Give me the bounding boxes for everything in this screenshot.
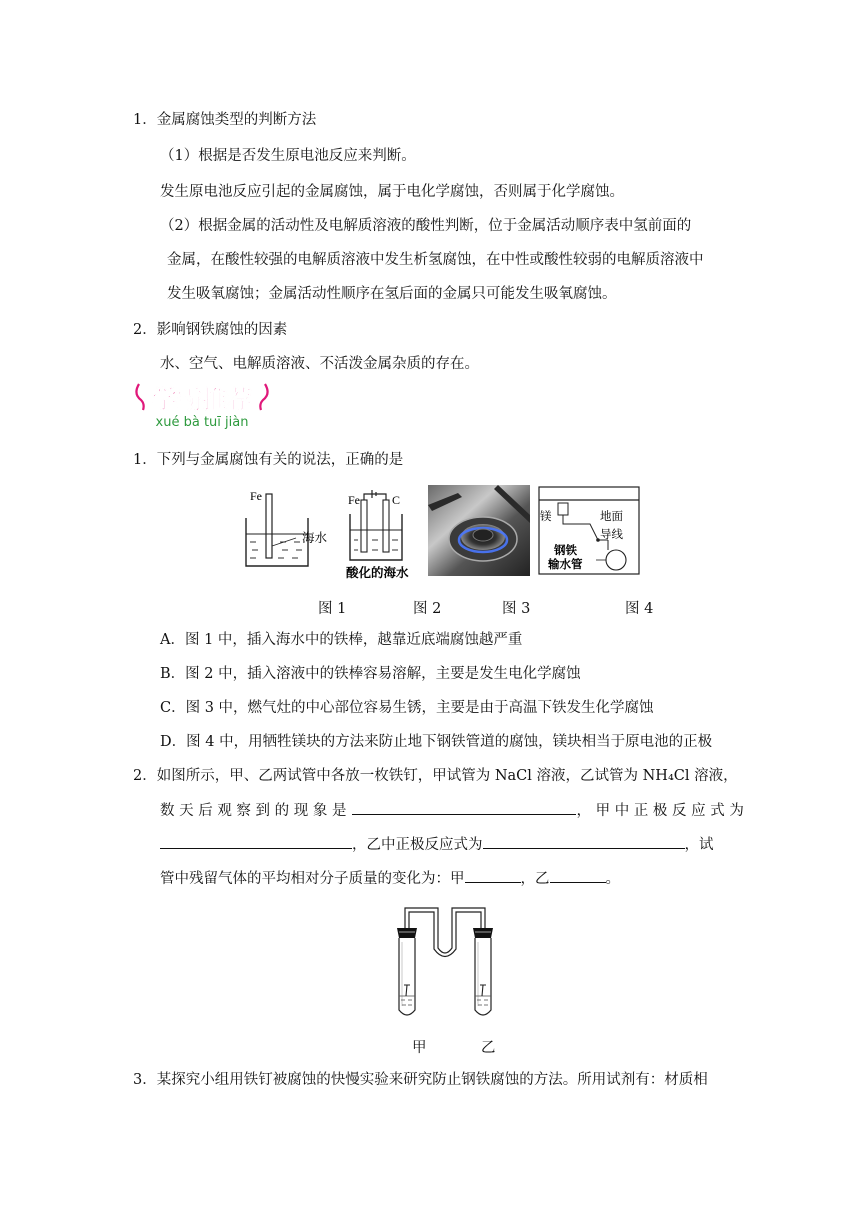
paragraph: 发生原电池反应引起的金属腐蚀，属于电化学腐蚀，否则属于化学腐蚀。 [160,184,624,200]
tube-label-yi: 乙 [481,1040,496,1056]
svg-text:Fe: Fe [348,493,360,507]
paragraph: 水、空气、电解质溶液、不活泼金属杂质的存在。 [160,356,479,372]
svg-text:xué bà tuī jiàn: xué bà tuī jiàn [155,415,249,430]
section-heading: 1．金属腐蚀类型的判断方法 [133,112,317,128]
svg-text:酸化的海水: 酸化的海水 [346,565,409,580]
figure-3-gas-stove-photo [428,485,530,576]
svg-text:输水管: 输水管 [548,557,583,571]
figure-3-caption: 图 3 [502,601,531,617]
paragraph: 金属，在酸性较强的电解质溶液中发生析氢腐蚀，在中性或酸性较弱的电解质溶液中 [167,252,704,268]
figure-test-tubes [388,896,500,1024]
figure-4-sacrificial-anode [538,486,640,576]
tube-label-jia: 甲 [412,1040,427,1056]
paragraph: （2）根据金属的活动性及电解质溶液的酸性判断，位于金属活动顺序表中氢前面的 [160,218,692,234]
option-a: A．图 1 中，插入海水中的铁棒，越靠近底端腐蚀越严重 [160,632,523,648]
question-line: 管中残留气体的平均相对分子质量的变化为：甲 ，乙 。 [160,868,620,889]
option-c: C．图 3 中，燃气灶的中心部位容易生锈，主要是由于高温下铁发生化学腐蚀 [160,700,654,716]
answer-blank-jia-cathode[interactable] [160,834,352,849]
answer-blank-phenomenon[interactable] [352,800,576,815]
answer-blank-yi-cathode[interactable] [483,834,685,849]
xueba-tuijian-logo [133,378,271,430]
option-d: D．图 4 中，用牺牲镁块的方法来防止地下钢铁管道的腐蚀，镁块相当于原电池的正极 [160,734,713,750]
figure-1-beaker [240,484,340,576]
figure-4-caption: 图 4 [625,601,654,617]
figure-2-caption: 图 2 [413,601,442,617]
svg-text:镁: 镁 [540,509,552,523]
svg-text:地面: 地面 [600,509,623,523]
answer-blank-yi-mass[interactable] [550,868,606,883]
question-stem: 1．下列与金属腐蚀有关的说法，正确的是 [133,452,404,468]
section-heading: 2．影响钢铁腐蚀的因素 [133,322,288,338]
figure-1-caption: 图 1 [318,601,347,617]
figure-2-cell [346,484,426,580]
answer-blank-jia-mass[interactable] [465,868,521,883]
paragraph: 发生吸氧腐蚀；金属活动性顺序在氢后面的金属只可能发生吸氧腐蚀。 [167,286,617,302]
svg-text:C: C [392,493,401,507]
seawater-label: 海水 [302,530,328,545]
svg-text:学霸推荐: 学霸推荐 [151,385,253,414]
fe-label: Fe [250,489,262,503]
question-stem: 3．某探究小组用铁钉被腐蚀的快慢实验来研究防止钢铁腐蚀的方法。所用试剂有：材质相 [133,1072,708,1088]
paragraph: （1）根据是否发生原电池反应来判断。 [160,148,416,164]
option-b: B．图 2 中，插入溶液中的铁棒容易溶解，主要是发生电化学腐蚀 [160,666,581,682]
question-line: 数 天 后 观 察 到 的 现 象 是 ， 甲 中 正 极 反 应 式 为 [160,800,744,821]
svg-text:导线: 导线 [600,527,623,541]
svg-text:钢铁: 钢铁 [554,543,577,557]
question-stem: 2．如图所示，甲、乙两试管中各放一枚铁钉，甲试管为 NaCl 溶液，乙试管为 NH₄Cl 溶液， [133,768,738,784]
question-line: ，乙中正极反应式为 ，试 [160,834,714,855]
